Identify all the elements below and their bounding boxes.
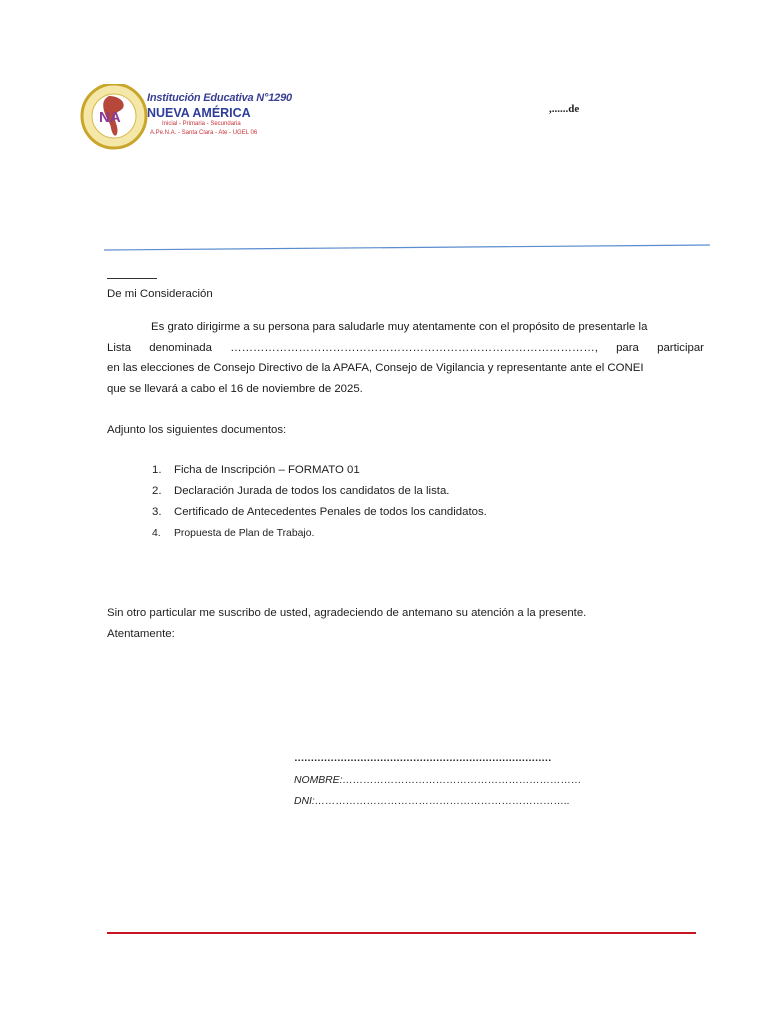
greeting: De mi Consideración	[107, 288, 213, 300]
paragraph-line-1: Es grato dirigirme a su persona para saludarle muy atentamente con el propósito de presentarle la	[151, 321, 648, 333]
signature-dni-field: DNI:………………………………………………………………..	[294, 796, 570, 807]
list-name-blank: ……………………………………………………………………………………,	[230, 341, 598, 354]
signature-line: ……………………………………………………………………	[294, 753, 552, 764]
paragraph-line-2: Lista denominada ……………………………………………………………………………………, para participar	[107, 338, 704, 359]
footer-divider	[107, 932, 696, 934]
header-divider	[104, 240, 710, 252]
logo-initials: NA	[99, 109, 121, 126]
seal-emblem	[82, 84, 146, 148]
documents-list	[152, 460, 487, 544]
list-item: 3. Certificado de Antecedentes Penales de todos los candidatos.	[152, 506, 487, 518]
logo-school-name: NUEVA AMÉRICA	[147, 106, 251, 120]
list-item: 4. Propuesta de Plan de Trabajo.	[152, 528, 315, 539]
logo-levels: Inicial - Primaria - Secundaria	[162, 121, 241, 127]
body-paragraph	[107, 317, 704, 399]
recipient-blank-line	[107, 278, 157, 279]
paragraph-line-4: que se llevará a cabo el 16 de noviembre de 2025.	[107, 382, 363, 395]
paragraph-line-3: en las elecciones de Consejo Directivo de la APAFA, Consejo de Vigilancia y representante ante el CONEI	[107, 362, 644, 374]
sign-off: Atentamente:	[107, 628, 175, 640]
attachments-intro: Adjunto los siguientes documentos:	[107, 424, 287, 436]
list-item: 1. Ficha de Inscripción – FORMATO 01	[152, 464, 360, 476]
list-item: 2. Declaración Jurada de todos los candidatos de la lista.	[152, 485, 450, 497]
logo-institution: Institución Educativa N°1290	[147, 92, 292, 104]
logo-location: A.Pe.N.A. - Santa Clara - Ate - UGEL 06	[150, 130, 258, 136]
date-line: ,......de	[549, 103, 580, 115]
signature-name-field: NOMBRE:……………………………………………………………	[294, 775, 582, 786]
closing-sentence: Sin otro particular me suscribo de usted, agradeciendo de antemano su atención a la presente.	[107, 607, 587, 619]
